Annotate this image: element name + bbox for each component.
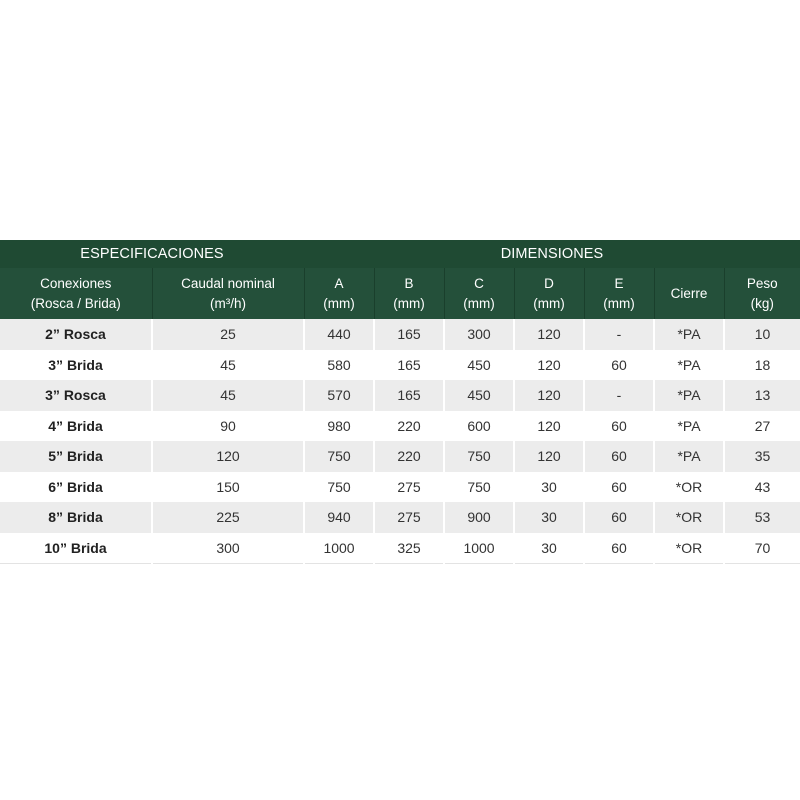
cell-e: 60 [584, 533, 654, 564]
table-row [0, 533, 800, 564]
cell-d: 120 [514, 441, 584, 472]
specifications-table [0, 240, 800, 564]
cell-weight: 13 [724, 380, 800, 411]
cell-nominal-flow: 150 [152, 472, 304, 503]
cell-e: - [584, 319, 654, 350]
cell-a: 940 [304, 502, 374, 533]
column-header-unit: (m³/h) [210, 295, 246, 311]
cell-b: 325 [374, 533, 444, 564]
cell-a: 580 [304, 350, 374, 381]
cell-a: 570 [304, 380, 374, 411]
cell-weight: 10 [724, 319, 800, 350]
cell-connection: 10” Brida [0, 533, 152, 564]
column-header-d [514, 268, 584, 319]
column-header-label: D [544, 275, 554, 291]
cell-weight: 70 [724, 533, 800, 564]
cell-nominal-flow: 300 [152, 533, 304, 564]
cell-closure: *OR [654, 533, 724, 564]
column-header-row [0, 268, 800, 319]
cell-b: 275 [374, 502, 444, 533]
cell-closure: *OR [654, 472, 724, 503]
column-header-label: Caudal nominal [181, 275, 275, 291]
cell-connection: 6” Brida [0, 472, 152, 503]
column-header-unit: (mm) [463, 295, 495, 311]
column-header-unit: (mm) [603, 295, 635, 311]
cell-closure: *PA [654, 411, 724, 442]
cell-c: 750 [444, 472, 514, 503]
cell-b: 165 [374, 319, 444, 350]
cell-d: 120 [514, 350, 584, 381]
column-header-e [584, 268, 654, 319]
column-header-label: Peso [746, 275, 778, 291]
cell-d: 30 [514, 533, 584, 564]
cell-a: 750 [304, 441, 374, 472]
cell-d: 120 [514, 380, 584, 411]
column-header-closure [654, 268, 724, 319]
cell-a: 750 [304, 472, 374, 503]
column-header-label: Cierre [670, 285, 708, 301]
cell-weight: 43 [724, 472, 800, 503]
group-header-dimensions: DIMENSIONES [304, 240, 800, 268]
cell-d: 30 [514, 502, 584, 533]
cell-c: 900 [444, 502, 514, 533]
cell-c: 450 [444, 350, 514, 381]
cell-nominal-flow: 45 [152, 350, 304, 381]
group-header-specifications: ESPECIFICACIONES [0, 240, 304, 268]
column-header-c [444, 268, 514, 319]
cell-weight: 53 [724, 502, 800, 533]
table-body [0, 319, 800, 563]
cell-b: 165 [374, 380, 444, 411]
cell-c: 1000 [444, 533, 514, 564]
table-row [0, 319, 800, 350]
column-header-connections [0, 268, 152, 319]
cell-a: 440 [304, 319, 374, 350]
column-header-unit: (mm) [533, 295, 565, 311]
column-header-label: B [404, 275, 414, 291]
cell-weight: 18 [724, 350, 800, 381]
column-header-nominal-flow [152, 268, 304, 319]
cell-b: 165 [374, 350, 444, 381]
table-row [0, 441, 800, 472]
cell-e: 60 [584, 441, 654, 472]
cell-closure: *OR [654, 502, 724, 533]
column-header-weight [724, 268, 800, 319]
column-header-label: E [614, 275, 624, 291]
cell-weight: 27 [724, 411, 800, 442]
cell-e: 60 [584, 411, 654, 442]
cell-a: 980 [304, 411, 374, 442]
column-header-unit: (Rosca / Brida) [30, 295, 121, 311]
column-header-unit: (mm) [393, 295, 425, 311]
cell-d: 120 [514, 411, 584, 442]
table-row [0, 350, 800, 381]
table-row [0, 472, 800, 503]
cell-e: 60 [584, 502, 654, 533]
cell-e: 60 [584, 472, 654, 503]
table-row [0, 502, 800, 533]
cell-weight: 35 [724, 441, 800, 472]
cell-connection: 5” Brida [0, 441, 152, 472]
cell-connection: 8” Brida [0, 502, 152, 533]
column-header-unit: (mm) [323, 295, 355, 311]
table-row [0, 380, 800, 411]
cell-connection: 3” Brida [0, 350, 152, 381]
cell-closure: *PA [654, 350, 724, 381]
cell-c: 600 [444, 411, 514, 442]
cell-e: - [584, 380, 654, 411]
cell-nominal-flow: 225 [152, 502, 304, 533]
column-header-label: A [334, 275, 344, 291]
cell-connection: 2” Rosca [0, 319, 152, 350]
cell-b: 275 [374, 472, 444, 503]
cell-nominal-flow: 120 [152, 441, 304, 472]
cell-e: 60 [584, 350, 654, 381]
cell-closure: *PA [654, 319, 724, 350]
cell-closure: *PA [654, 441, 724, 472]
cell-connection: 3” Rosca [0, 380, 152, 411]
cell-b: 220 [374, 441, 444, 472]
cell-c: 450 [444, 380, 514, 411]
column-header-label: Conexiones [40, 275, 112, 291]
cell-connection: 4” Brida [0, 411, 152, 442]
column-header-b [374, 268, 444, 319]
group-header-row [0, 240, 800, 268]
cell-nominal-flow: 90 [152, 411, 304, 442]
cell-nominal-flow: 25 [152, 319, 304, 350]
cell-closure: *PA [654, 380, 724, 411]
cell-d: 30 [514, 472, 584, 503]
cell-d: 120 [514, 319, 584, 350]
column-header-unit: (kg) [750, 295, 774, 311]
cell-b: 220 [374, 411, 444, 442]
cell-a: 1000 [304, 533, 374, 564]
column-header-a [304, 268, 374, 319]
cell-nominal-flow: 45 [152, 380, 304, 411]
cell-c: 750 [444, 441, 514, 472]
column-header-label: C [474, 275, 484, 291]
cell-c: 300 [444, 319, 514, 350]
table-row [0, 411, 800, 442]
